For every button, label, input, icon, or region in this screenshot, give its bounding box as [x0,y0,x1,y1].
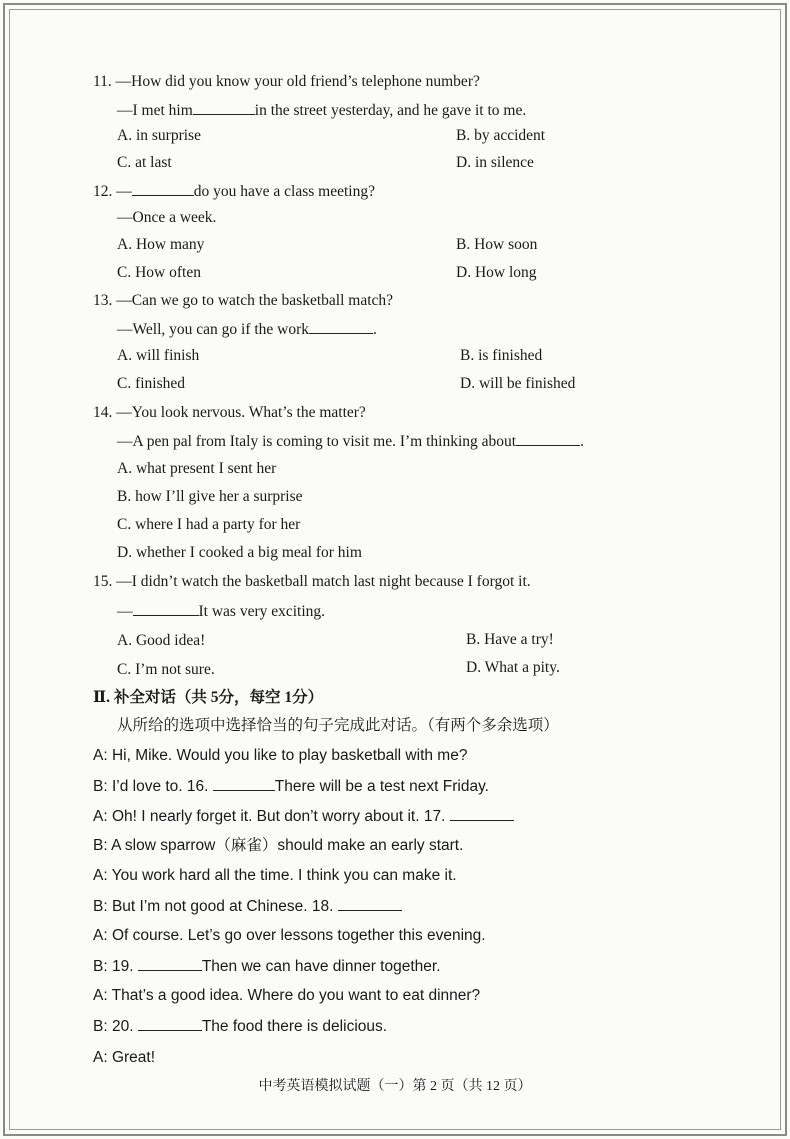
page-footer: 中考英语模拟试题（一）第 2 页（共 12 页） [258,1079,532,1094]
q13-option-b[interactable]: B. is finished [460,347,543,364]
q12-option-d[interactable]: D. How long [456,264,537,281]
q12-option-c[interactable]: C. How often [117,264,201,281]
q11-option-b[interactable]: B. by accident [456,127,546,144]
dialogue-before: B: I’d love to. 16. [93,778,213,795]
dialogue-after: The food there is delicious. [201,1018,388,1035]
q15-reply-before: — [117,603,133,620]
q15-reply-after: It was very exciting. [198,603,326,620]
answer-blank[interactable] [213,776,275,791]
q13-reply [117,319,377,340]
section-instruction: 从所给的选项中选择恰当的句子完成此对话。（有两个多余选项） [117,717,559,734]
dialogue-line: A: Great! [93,1049,156,1066]
dialogue-before: B: 20. [93,1018,138,1035]
q15-option-c[interactable]: C. I’m not sure. [117,661,215,678]
q12-option-a[interactable]: A. How many [117,236,205,253]
dialogue-line [93,806,514,827]
q11-reply-after: in the street yesterday, and he gave it to me. [254,102,527,119]
q14-reply-after: . [580,433,584,450]
q11-option-d[interactable]: D. in silence [456,154,534,171]
q14-prompt: 14. —You look nervous. What’s the matter? [93,404,366,421]
q13-option-c[interactable]: C. finished [117,375,186,392]
answer-blank[interactable] [132,181,194,196]
q14-reply [117,431,584,452]
section-heading: Ⅱ. 补全对话（共 5分，每空 1分） [93,689,324,706]
dialogue-line [93,1016,387,1037]
q13-option-d[interactable]: D. will be finished [460,375,576,392]
q14-reply-before: —A pen pal from Italy is coming to visit me. I’m thinking about [117,433,517,450]
dialogue-line [93,896,402,917]
q12-prompt-before: 12. — [93,183,132,200]
q11-prompt: 11. —How did you know your old friend’s telephone number? [93,73,480,90]
q14-option-b[interactable]: B. how I’ll give her a surprise [117,488,303,505]
q11-reply [117,100,526,121]
answer-blank[interactable] [133,601,199,616]
dialogue-line [93,776,489,797]
q13-prompt: 13. —Can we go to watch the basketball match? [93,292,394,309]
answer-blank[interactable] [138,1016,202,1031]
dialogue-line: A: Hi, Mike. Would you like to play basketball with me? [93,747,468,764]
dialogue-after: Then we can have dinner together. [201,958,441,975]
q15-prompt: 15. —I didn’t watch the basketball match last night because I forgot it. [93,573,531,590]
answer-blank[interactable] [138,956,202,971]
dialogue-before: B: 19. [93,958,138,975]
q13-option-a[interactable]: A. will finish [117,347,200,364]
answer-blank[interactable] [193,100,255,115]
dialogue-before: A: Oh! I nearly forget it. But don’t worry about it. 17. [93,808,450,825]
dialogue-line: A: That’s a good idea. Where do you want to eat dinner? [93,987,481,1004]
q12-prompt [93,181,375,202]
dialogue-line: A: You work hard all the time. I think you can make it. [93,867,457,884]
q13-reply-before: —Well, you can go if the work [117,321,310,338]
dialogue-after: There will be a test next Friday. [274,778,489,795]
q11-option-a[interactable]: A. in surprise [117,127,201,144]
q12-prompt-after: do you have a class meeting? [193,183,375,200]
answer-blank[interactable] [338,896,402,911]
q14-option-c[interactable]: C. where I had a party for her [117,516,301,533]
q14-option-a[interactable]: A. what present I sent her [117,460,277,477]
q14-option-d[interactable]: D. whether I cooked a big meal for him [117,544,362,561]
q15-option-b[interactable]: B. Have a try! [466,631,554,648]
q15-option-d[interactable]: D. What a pity. [466,659,560,676]
dialogue-before: B: But I’m not good at Chinese. 18. [93,898,338,915]
answer-blank[interactable] [450,806,514,821]
dialogue-line: B: A slow sparrow（麻雀）should make an early start. [93,837,464,854]
q12-reply: —Once a week. [117,209,217,226]
dialogue-line [93,956,441,977]
q11-option-c[interactable]: C. at last [117,154,172,171]
q13-reply-after: . [373,321,377,338]
q15-reply [117,601,325,622]
q12-option-b[interactable]: B. How soon [456,236,538,253]
answer-blank[interactable] [309,319,373,334]
answer-blank[interactable] [516,431,580,446]
q11-reply-before: —I met him [117,102,193,119]
q15-option-a[interactable]: A. Good idea! [117,632,206,649]
dialogue-line: A: Of course. Let’s go over lessons together this evening. [93,927,486,944]
